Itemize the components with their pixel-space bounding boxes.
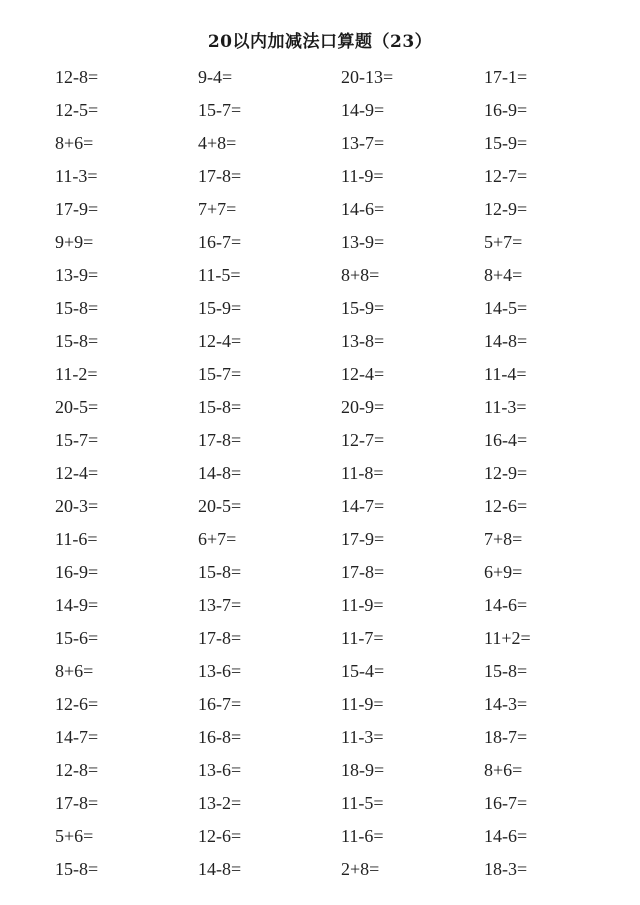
problem-row: [55, 556, 635, 589]
problem-item: 17-8=: [198, 166, 242, 186]
problem-item: 12-6=: [484, 496, 528, 516]
problem-item: 15-8=: [198, 562, 242, 582]
problem-item: 11-9=: [341, 694, 384, 714]
problem-item: 17-8=: [198, 430, 242, 450]
problem-item: 15-7=: [198, 364, 242, 384]
problem-item: 8+4=: [484, 265, 523, 285]
problem-row: [55, 754, 635, 787]
problem-row: [55, 655, 635, 688]
problem-item: 12-4=: [198, 331, 242, 351]
problem-item: 13-6=: [198, 760, 242, 780]
problem-item: 15-7=: [198, 100, 242, 120]
problem-item: 11-3=: [484, 397, 527, 417]
problem-row: [55, 259, 635, 292]
problem-item: 17-9=: [341, 529, 385, 549]
problem-item: 13-9=: [55, 265, 99, 285]
problem-item: 12-6=: [198, 826, 242, 846]
problem-item: 12-9=: [484, 199, 528, 219]
problem-item: 11-6=: [55, 529, 98, 549]
problem-item: 11-5=: [198, 265, 241, 285]
problem-item: 12-7=: [341, 430, 385, 450]
problem-item: 20-13=: [341, 67, 394, 87]
problem-item: 14-6=: [484, 826, 528, 846]
problem-item: 11-7=: [341, 628, 384, 648]
problem-row: [55, 160, 635, 193]
problem-item: 17-1=: [484, 67, 528, 87]
problem-item: 15-8=: [55, 331, 99, 351]
problem-item: 13-2=: [198, 793, 242, 813]
problem-item: 9-4=: [198, 67, 233, 87]
problem-row: [55, 94, 635, 127]
problem-row: [55, 424, 635, 457]
problem-row: [55, 127, 635, 160]
problem-item: 14-7=: [55, 727, 99, 747]
problem-item: 14-9=: [55, 595, 99, 615]
problem-item: 11-6=: [341, 826, 384, 846]
problem-item: 13-7=: [341, 133, 385, 153]
problem-row: [55, 358, 635, 391]
problem-item: 11+2=: [484, 628, 531, 648]
problem-item: 12-6=: [55, 694, 99, 714]
problem-item: 13-6=: [198, 661, 242, 681]
problem-row: [55, 325, 635, 358]
problem-item: 14-8=: [198, 859, 242, 879]
problem-item: 4+8=: [198, 133, 237, 153]
problem-item: 16-7=: [198, 694, 242, 714]
problem-item: 16-7=: [484, 793, 528, 813]
problem-item: 18-3=: [484, 859, 528, 879]
problem-item: 16-9=: [484, 100, 528, 120]
problem-row: [55, 61, 635, 94]
problem-item: 18-7=: [484, 727, 528, 747]
problem-row: [55, 589, 635, 622]
problem-row: [55, 490, 635, 523]
problem-item: 12-5=: [55, 100, 99, 120]
problem-item: 15-4=: [341, 661, 385, 681]
problem-item: 16-7=: [198, 232, 242, 252]
problem-item: 9+9=: [55, 232, 94, 252]
problem-item: 8+6=: [55, 661, 94, 681]
problem-item: 15-9=: [484, 133, 528, 153]
problem-item: 13-8=: [341, 331, 385, 351]
problem-item: 7+7=: [198, 199, 237, 219]
problem-row: [55, 787, 635, 820]
problem-item: 11-4=: [484, 364, 527, 384]
problem-item: 11-2=: [55, 364, 98, 384]
problem-item: 20-5=: [198, 496, 242, 516]
problem-item: 14-6=: [484, 595, 528, 615]
problem-item: 14-8=: [484, 331, 528, 351]
problem-item: 11-8=: [341, 463, 384, 483]
problem-item: 16-9=: [55, 562, 99, 582]
problem-item: 12-4=: [55, 463, 99, 483]
problem-item: 8+8=: [341, 265, 380, 285]
problem-item: 16-4=: [484, 430, 528, 450]
problem-item: 15-7=: [55, 430, 99, 450]
problem-row: [55, 292, 635, 325]
problem-row: [55, 457, 635, 490]
problem-item: 15-8=: [55, 298, 99, 318]
problem-item: 17-8=: [341, 562, 385, 582]
problem-row: [55, 226, 635, 259]
problem-item: 15-8=: [198, 397, 242, 417]
problem-item: 17-8=: [55, 793, 99, 813]
problem-item: 6+9=: [484, 562, 523, 582]
problem-row: [55, 391, 635, 424]
problem-item: 14-5=: [484, 298, 528, 318]
problem-item: 20-9=: [341, 397, 385, 417]
problem-item: 20-5=: [55, 397, 99, 417]
problem-row: [55, 688, 635, 721]
problem-item: 17-8=: [198, 628, 242, 648]
problem-item: 12-4=: [341, 364, 385, 384]
problem-row: [55, 523, 635, 556]
problem-item: 11-3=: [341, 727, 384, 747]
problem-item: 14-3=: [484, 694, 528, 714]
problem-row: [55, 622, 635, 655]
problem-item: 17-9=: [55, 199, 99, 219]
problem-item: 8+6=: [484, 760, 523, 780]
problem-item: 20-3=: [55, 496, 99, 516]
problem-item: 12-8=: [55, 760, 99, 780]
problem-item: 14-6=: [341, 199, 385, 219]
problem-item: 11-3=: [55, 166, 98, 186]
problem-item: 14-8=: [198, 463, 242, 483]
problem-item: 11-9=: [341, 166, 384, 186]
problem-item: 11-5=: [341, 793, 384, 813]
problem-row: [55, 721, 635, 754]
problem-item: 13-7=: [198, 595, 242, 615]
problem-item: 13-9=: [341, 232, 385, 252]
problem-item: 14-9=: [341, 100, 385, 120]
problem-item: 15-9=: [198, 298, 242, 318]
problem-item: 6+7=: [198, 529, 237, 549]
problem-item: 18-9=: [341, 760, 385, 780]
problem-item: 12-8=: [55, 67, 99, 87]
problem-row: [55, 853, 635, 886]
problem-item: 11-9=: [341, 595, 384, 615]
problem-row: [55, 820, 635, 853]
problem-item: 5+7=: [484, 232, 523, 252]
problem-item: 14-7=: [341, 496, 385, 516]
problem-item: 8+6=: [55, 133, 94, 153]
problem-item: 12-9=: [484, 463, 528, 483]
problem-grid: [55, 61, 635, 886]
worksheet-title: 20以内加减法口算题（23）: [207, 32, 433, 52]
problem-item: 7+8=: [484, 529, 523, 549]
problem-item: 12-7=: [484, 166, 528, 186]
problem-item: 15-8=: [484, 661, 528, 681]
problem-item: 15-6=: [55, 628, 99, 648]
problem-row: [55, 193, 635, 226]
problem-item: 2+8=: [341, 859, 380, 879]
problem-item: 15-8=: [55, 859, 99, 879]
problem-item: 5+6=: [55, 826, 94, 846]
problem-item: 15-9=: [341, 298, 385, 318]
problem-item: 16-8=: [198, 727, 242, 747]
